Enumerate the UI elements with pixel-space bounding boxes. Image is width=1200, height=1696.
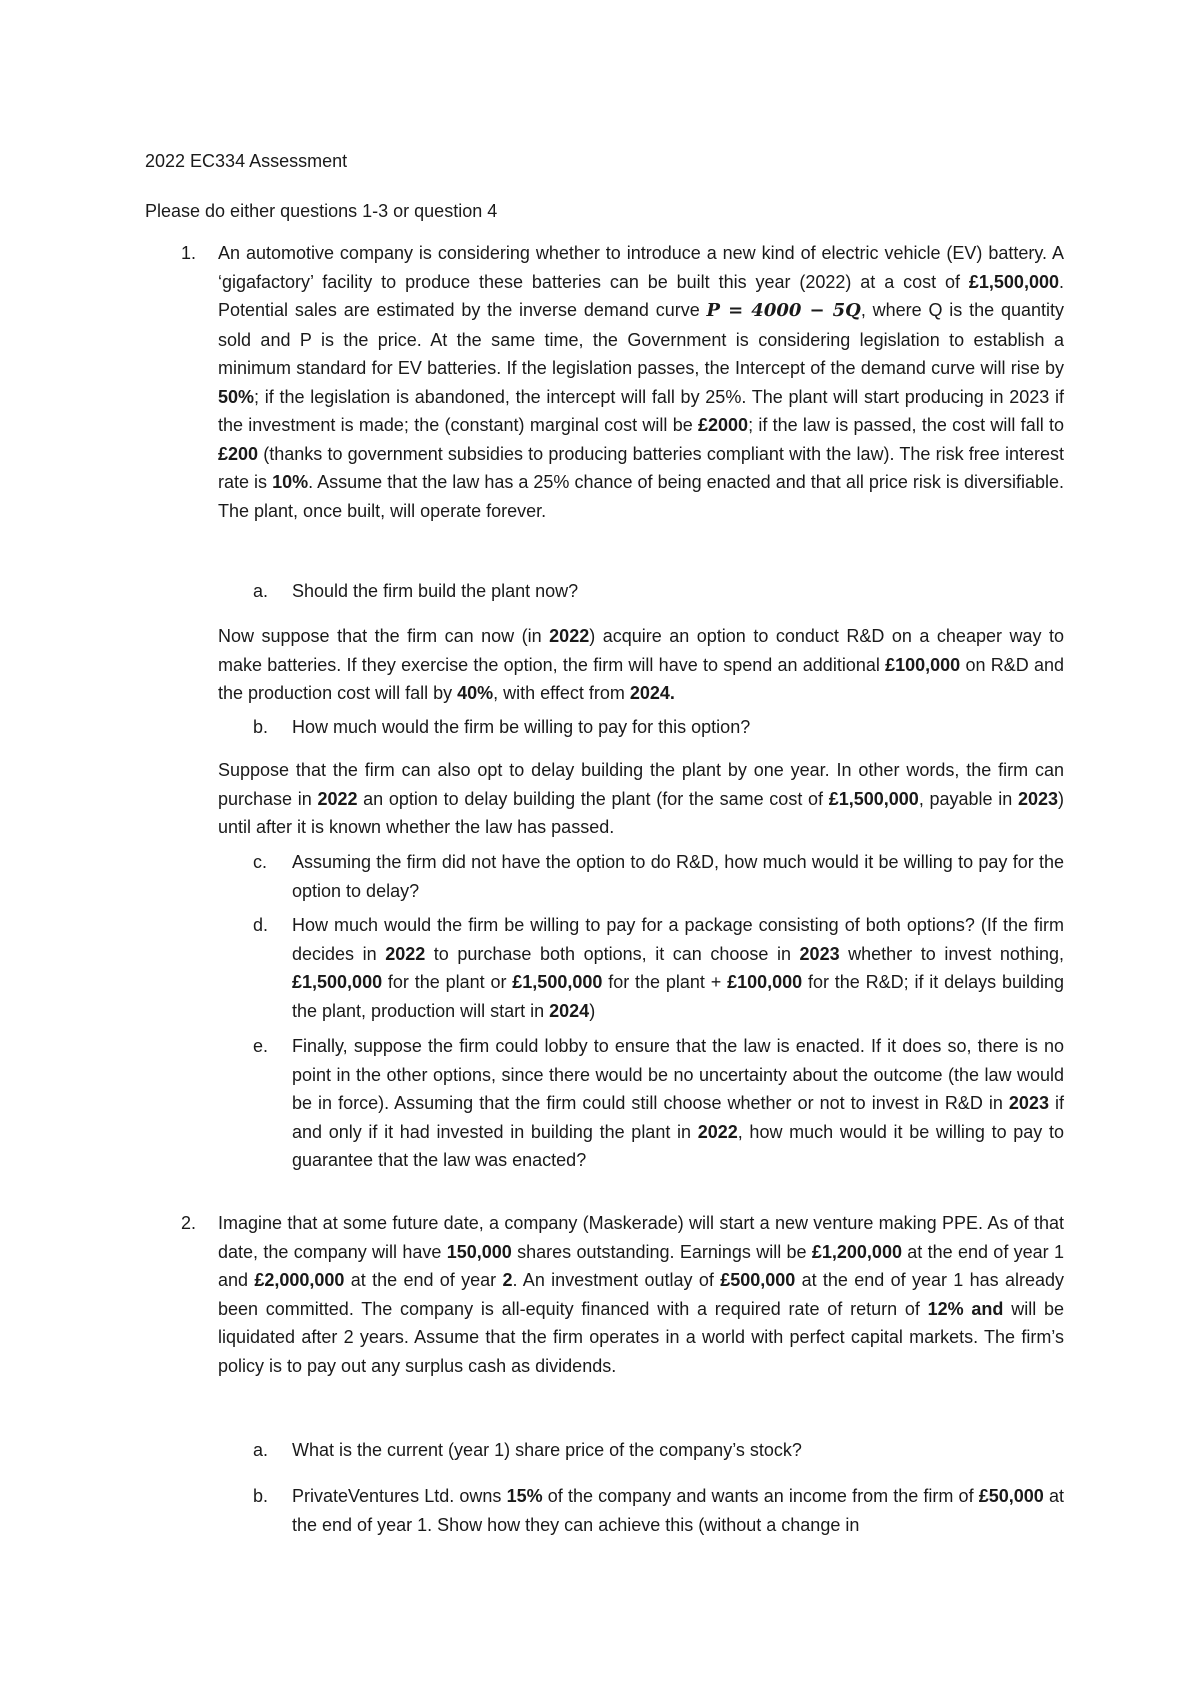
- question-1c-text: Assuming the firm did not have the option to do R&D, how much would it be willing to pay for the option to delay?: [292, 852, 1064, 901]
- question-1-text: An automotive company is considering whether to introduce a new kind of electric vehicle (EV) battery. A ‘gigafactory’ facility to produce these batteries can be built this year (2022) at a cost of £1,500,000. Potential sales are estimated by the inverse demand curve P = 4000 − 5Q, where Q is the quantity sold and P is the price. At the same time, the Government is considering legislation to establish a minimum standard for EV batteries. If the legislation passes, the Intercept of the demand curve will rise by 50%; if the legislation is abandoned, the intercept will fall by 25%. The plant will start producing in 2023 if the investment is made; the (constant) marginal cost will be £2000; if the law is passed, the cost will fall to £200 (thanks to government subsidies to producing batteries compliant with the law). The risk free interest rate is 10%. Assume that the law has a 25% chance of being enacted and that all price risk is diversifiable. The plant, once built, will operate forever.: [218, 243, 1064, 521]
- question-2a-label: a.: [253, 1440, 269, 1460]
- question-1-number: 1.: [181, 243, 197, 263]
- demand-equation: P = 4000 − 5Q: [706, 300, 861, 321]
- question-2-text: Imagine that at some future date, a company (Maskerade) will start a new venture making PPE. As of that date, the company will have 150,000 shares outstanding. Earnings will be £1,200,000 at the end of year 1 and £2,000,000 at the end of year 2. An investment outlay of £500,000 at the end of year 1 has already been committed. The company is all-equity financed with a required rate of return of 12% and will be liquidated after 2 years. Assume that the firm operates in a world with perfect capital markets. The firm’s policy is to pay out any surplus cash as dividends.: [218, 1213, 1064, 1376]
- question-1a-text: Should the firm build the plant now?: [292, 581, 579, 601]
- question-1-paragraph-3: Suppose that the firm can also opt to delay building the plant by one year. In other words, the firm can purchase in 2022 an option to delay building the plant (for the same cost of £1,500,000, payable in 2023) until after it is known whether the law has passed.: [218, 760, 1064, 837]
- question-1d-text: How much would the firm be willing to pay for a package consisting of both options? (If the firm decides in 2022 to purchase both options, it can choose in 2023 whether to invest nothing, £1,500,000 for the plant or £1,500,000 for the plant + £100,000 for the R&D; if it delays building the plant, production will start in 2024): [292, 915, 1065, 1021]
- question-1c-label: c.: [253, 852, 268, 872]
- question-1e-label: e.: [253, 1036, 269, 1056]
- question-2a-text: What is the current (year 1) share price of the company’s stock?: [292, 1440, 802, 1460]
- document-title: 2022 EC334 Assessment: [145, 151, 348, 171]
- question-1b-text: How much would the firm be willing to pay for this option?: [292, 717, 751, 737]
- question-1a-label: a.: [253, 581, 269, 601]
- question-2b-label: b.: [253, 1486, 269, 1506]
- question-2b-text: PrivateVentures Ltd. owns 15% of the company and wants an income from the firm of £50,000 at the end of year 1. Show how they can achieve this (without a change in: [292, 1486, 1064, 1535]
- question-1e-text: Finally, suppose the firm could lobby to ensure that the law is enacted. If it does so, there is no point in the other options, since there would be no uncertainty about the outcome (the law would be in force). Assuming that the firm could still choose whether or not to invest in R&D in 2023 if and only if it had invested in building the plant in 2022, how much would it be willing to pay to guarantee that the law was enacted?: [292, 1036, 1064, 1170]
- instructions: Please do either questions 1-3 or question 4: [145, 201, 498, 221]
- question-1-paragraph-2: Now suppose that the firm can now (in 2022) acquire an option to conduct R&D on a cheaper way to make batteries. If they exercise the option, the firm will have to spend an additional £100,000 on R&D and the production cost will fall by 40%, with effect from 2024.: [218, 626, 1064, 703]
- question-1b-label: b.: [253, 717, 269, 737]
- question-2-number: 2.: [181, 1213, 197, 1233]
- question-1d-label: d.: [253, 915, 269, 935]
